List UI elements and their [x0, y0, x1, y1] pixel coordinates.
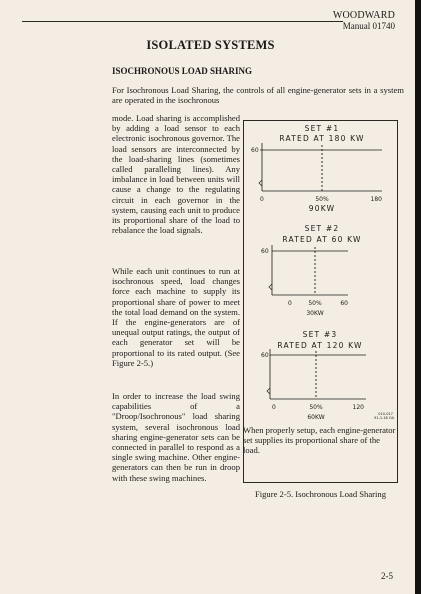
- body-paragraph-proportional-share: While each unit continues to run at isochronous speed, load changes force each machine to supply its proportional share of power to meet the total load demand on the system. If the engine-generators are of unequal output ratings, the output of each generator set will be proportional to its rated output. (See Figure 2-5.): [112, 266, 240, 368]
- set3-rating: RATED AT 120 KW: [277, 341, 363, 350]
- header-rule: [22, 21, 343, 22]
- set1-rating: RATED AT 180 KW: [279, 134, 365, 143]
- set2-axis-max: 60: [340, 300, 348, 307]
- set2-axis-break: [269, 284, 272, 290]
- set3-title: SET #3: [302, 330, 338, 339]
- set3-axis-break: [267, 388, 270, 394]
- set1-axis-min: 0: [260, 196, 264, 203]
- set1-axis-percent: 50%: [315, 196, 329, 203]
- set1-speed-label: 60: [251, 147, 259, 154]
- page-title: ISOLATED SYSTEMS: [146, 38, 275, 52]
- figure-code-line1: 010-017: [378, 412, 393, 416]
- set3-axis-max: 120: [352, 404, 364, 411]
- set2-rating: RATED AT 60 KW: [282, 235, 362, 244]
- figure-caption: When properly setup, each engine-generator set supplies its proportional share of the load.: [243, 425, 396, 456]
- figure-code-line2: 91-1-18 OA: [374, 416, 394, 420]
- header-company: WOODWARD: [332, 10, 395, 21]
- page-number: 2-5: [381, 571, 393, 581]
- intro-paragraph: For Isochronous Load Sharing, the controls of all engine-generator sets in a system are operated in the isochronous: [112, 85, 404, 106]
- set2-axis-percent: 50%: [308, 300, 322, 307]
- set3-speed-label: 60: [261, 352, 269, 359]
- set3-axis-percent: 50%: [309, 404, 323, 411]
- body-paragraph-load-sensors: mode. Load sharing is accomplished by adding a load sensor to each electronic isochronous governor. The load sensors are interconnected by the load-sharing lines (sometimes called paralleling lines). Any imbalance in load between units will cause a change to the regulating circuit in each governor in the system, causing each unit to produce its proportional share of the load to rebalance the load signals.: [112, 113, 240, 236]
- set1-axis-break: [259, 180, 262, 186]
- set1-title: SET #1: [304, 124, 340, 133]
- section-heading: ISOCHRONOUS LOAD SHARING: [112, 66, 253, 76]
- header-manual-number: Manual 01740: [342, 21, 395, 31]
- set3-axis-min: 0: [272, 404, 276, 411]
- figure-title: Figure 2-5. Isochronous Load Sharing: [254, 489, 387, 499]
- page-scan-edge: [415, 0, 421, 594]
- set2-axis-min: 0: [288, 300, 292, 307]
- set2-speed-label: 60: [261, 248, 269, 255]
- set2-title: SET #2: [304, 224, 340, 233]
- set3-output: 60KW: [307, 414, 325, 421]
- set1-axis-max: 180: [370, 196, 382, 203]
- set2-output: 30KW: [306, 310, 324, 317]
- set1-output: 90KW: [308, 204, 336, 213]
- body-paragraph-swing-machines: In order to increase the load swing capabilities of a "Droop/Isochronous" load sharing system, several isochronous load sharing engine-generator sets can be connected in parallel to respond as a single swing machine. Other engine-generators can then be run in droop with these swing machines.: [112, 391, 240, 483]
- figure-code: [374, 412, 394, 420]
